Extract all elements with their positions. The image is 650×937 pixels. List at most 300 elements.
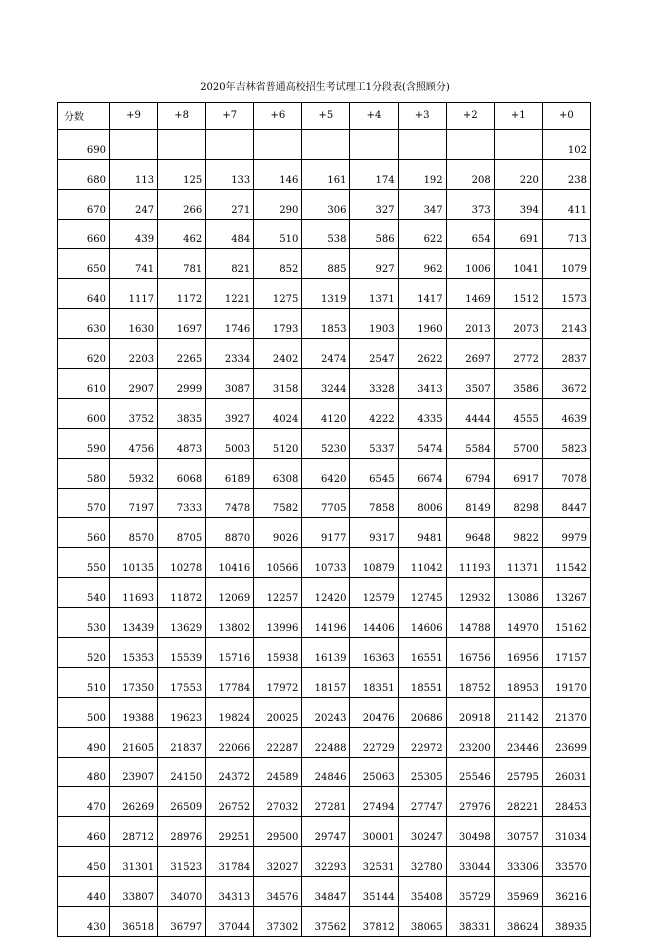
cumulative-count-cell: 6794	[446, 458, 494, 488]
cumulative-count-cell: 38065	[398, 907, 446, 937]
cumulative-count-cell: 12420	[302, 578, 350, 608]
cumulative-count-cell: 5584	[446, 428, 494, 458]
cumulative-count-cell: 23907	[110, 757, 158, 787]
cumulative-count-cell: 2073	[494, 309, 542, 339]
cumulative-count-cell: 29747	[302, 817, 350, 847]
cumulative-count-cell: 31034	[542, 817, 590, 847]
cumulative-count-cell: 7078	[542, 458, 590, 488]
column-header-offset: +8	[158, 103, 206, 130]
cumulative-count-cell: 5700	[494, 428, 542, 458]
table-row	[58, 279, 591, 309]
score-cell: 650	[58, 249, 110, 279]
cumulative-count-cell: 654	[446, 219, 494, 249]
cumulative-count-cell	[398, 129, 446, 159]
cumulative-count-cell: 38935	[542, 907, 590, 937]
cumulative-count-cell: 6917	[494, 458, 542, 488]
cumulative-count-cell: 17350	[110, 667, 158, 697]
cumulative-count-cell: 4335	[398, 398, 446, 428]
cumulative-count-cell: 3672	[542, 369, 590, 399]
table-row	[58, 369, 591, 399]
cumulative-count-cell: 5823	[542, 428, 590, 458]
cumulative-count-cell: 32780	[398, 847, 446, 877]
cumulative-count-cell: 2547	[350, 339, 398, 369]
cumulative-count-cell: 29251	[206, 817, 254, 847]
cumulative-count-cell: 7582	[254, 488, 302, 518]
table-row	[58, 518, 591, 548]
cumulative-count-cell	[110, 129, 158, 159]
cumulative-count-cell: 4444	[446, 398, 494, 428]
cumulative-count-cell: 30247	[398, 817, 446, 847]
cumulative-count-cell: 36216	[542, 877, 590, 907]
cumulative-count-cell: 16363	[350, 638, 398, 668]
cumulative-count-cell: 10733	[302, 548, 350, 578]
cumulative-count-cell: 7705	[302, 488, 350, 518]
cumulative-count-cell: 927	[350, 249, 398, 279]
cumulative-count-cell: 1371	[350, 279, 398, 309]
cumulative-count-cell: 32293	[302, 847, 350, 877]
cumulative-count-cell: 37302	[254, 907, 302, 937]
cumulative-count-cell: 37562	[302, 907, 350, 937]
cumulative-count-cell: 102	[542, 129, 590, 159]
cumulative-count-cell: 18551	[398, 667, 446, 697]
cumulative-count-cell: 3087	[206, 369, 254, 399]
cumulative-count-cell: 31301	[110, 847, 158, 877]
cumulative-count-cell: 113	[110, 159, 158, 189]
cumulative-count-cell: 18953	[494, 667, 542, 697]
cumulative-count-cell: 35729	[446, 877, 494, 907]
cumulative-count-cell: 2203	[110, 339, 158, 369]
cumulative-count-cell: 17784	[206, 667, 254, 697]
table-row	[58, 697, 591, 727]
cumulative-count-cell: 1746	[206, 309, 254, 339]
column-header-offset: +9	[110, 103, 158, 130]
cumulative-count-cell: 35408	[398, 877, 446, 907]
cumulative-count-cell: 1417	[398, 279, 446, 309]
score-cell: 530	[58, 608, 110, 638]
cumulative-count-cell: 962	[398, 249, 446, 279]
cumulative-count-cell: 20686	[398, 697, 446, 727]
cumulative-count-cell: 21605	[110, 727, 158, 757]
cumulative-count-cell: 9481	[398, 518, 446, 548]
cumulative-count-cell: 6189	[206, 458, 254, 488]
cumulative-count-cell: 11193	[446, 548, 494, 578]
cumulative-count-cell: 30498	[446, 817, 494, 847]
cumulative-count-cell: 6420	[302, 458, 350, 488]
cumulative-count-cell: 24846	[302, 757, 350, 787]
cumulative-count-cell: 9317	[350, 518, 398, 548]
score-cell: 690	[58, 129, 110, 159]
column-header-offset: +3	[398, 103, 446, 130]
cumulative-count-cell	[302, 129, 350, 159]
cumulative-count-cell: 27976	[446, 787, 494, 817]
cumulative-count-cell	[254, 129, 302, 159]
table-row	[58, 578, 591, 608]
cumulative-count-cell: 34576	[254, 877, 302, 907]
cumulative-count-cell: 36797	[158, 907, 206, 937]
cumulative-count-cell: 2999	[158, 369, 206, 399]
cumulative-count-cell: 146	[254, 159, 302, 189]
cumulative-count-cell	[158, 129, 206, 159]
cumulative-count-cell: 33570	[542, 847, 590, 877]
cumulative-count-cell: 21837	[158, 727, 206, 757]
cumulative-count-cell: 28453	[542, 787, 590, 817]
cumulative-count-cell: 13439	[110, 608, 158, 638]
table-body	[58, 129, 591, 936]
cumulative-count-cell: 271	[206, 189, 254, 219]
cumulative-count-cell: 12257	[254, 578, 302, 608]
cumulative-count-cell: 11371	[494, 548, 542, 578]
cumulative-count-cell: 25795	[494, 757, 542, 787]
cumulative-count-cell: 5120	[254, 428, 302, 458]
cumulative-count-cell: 691	[494, 219, 542, 249]
cumulative-count-cell: 13086	[494, 578, 542, 608]
table-row	[58, 428, 591, 458]
cumulative-count-cell: 16756	[446, 638, 494, 668]
cumulative-count-cell: 1630	[110, 309, 158, 339]
cumulative-count-cell: 2334	[206, 339, 254, 369]
table-row	[58, 877, 591, 907]
table-row	[58, 727, 591, 757]
cumulative-count-cell: 12932	[446, 578, 494, 608]
cumulative-count-cell: 394	[494, 189, 542, 219]
cumulative-count-cell: 5337	[350, 428, 398, 458]
cumulative-count-cell: 3586	[494, 369, 542, 399]
cumulative-count-cell: 17553	[158, 667, 206, 697]
cumulative-count-cell: 510	[254, 219, 302, 249]
cumulative-count-cell: 10278	[158, 548, 206, 578]
cumulative-count-cell: 16139	[302, 638, 350, 668]
cumulative-count-cell: 8870	[206, 518, 254, 548]
cumulative-count-cell: 713	[542, 219, 590, 249]
cumulative-count-cell: 484	[206, 219, 254, 249]
cumulative-count-cell: 25546	[446, 757, 494, 787]
score-cell: 490	[58, 727, 110, 757]
cumulative-count-cell: 8298	[494, 488, 542, 518]
score-cell: 470	[58, 787, 110, 817]
cumulative-count-cell: 15162	[542, 608, 590, 638]
score-cell: 440	[58, 877, 110, 907]
table-row	[58, 309, 591, 339]
cumulative-count-cell: 26509	[158, 787, 206, 817]
cumulative-count-cell: 821	[206, 249, 254, 279]
cumulative-count-cell: 11872	[158, 578, 206, 608]
cumulative-count-cell: 30001	[350, 817, 398, 847]
cumulative-count-cell: 10566	[254, 548, 302, 578]
table-row	[58, 638, 591, 668]
cumulative-count-cell: 38624	[494, 907, 542, 937]
score-cell: 460	[58, 817, 110, 847]
cumulative-count-cell: 6068	[158, 458, 206, 488]
cumulative-count-cell: 37044	[206, 907, 254, 937]
score-cell: 600	[58, 398, 110, 428]
cumulative-count-cell: 12745	[398, 578, 446, 608]
cumulative-count-cell: 4555	[494, 398, 542, 428]
cumulative-count-cell: 24150	[158, 757, 206, 787]
cumulative-count-cell: 27494	[350, 787, 398, 817]
cumulative-count-cell: 2697	[446, 339, 494, 369]
cumulative-count-cell: 5474	[398, 428, 446, 458]
cumulative-count-cell: 3835	[158, 398, 206, 428]
score-cell: 450	[58, 847, 110, 877]
cumulative-count-cell: 6545	[350, 458, 398, 488]
cumulative-count-cell: 34847	[302, 877, 350, 907]
cumulative-count-cell: 4873	[158, 428, 206, 458]
cumulative-count-cell: 5003	[206, 428, 254, 458]
cumulative-count-cell: 1573	[542, 279, 590, 309]
cumulative-count-cell: 4024	[254, 398, 302, 428]
cumulative-count-cell: 4639	[542, 398, 590, 428]
table-row	[58, 667, 591, 697]
cumulative-count-cell: 2013	[446, 309, 494, 339]
cumulative-count-cell: 12579	[350, 578, 398, 608]
cumulative-count-cell: 27032	[254, 787, 302, 817]
cumulative-count-cell: 11042	[398, 548, 446, 578]
cumulative-count-cell: 32027	[254, 847, 302, 877]
cumulative-count-cell: 23200	[446, 727, 494, 757]
cumulative-count-cell: 133	[206, 159, 254, 189]
cumulative-count-cell: 8570	[110, 518, 158, 548]
cumulative-count-cell: 2772	[494, 339, 542, 369]
cumulative-count-cell: 8006	[398, 488, 446, 518]
cumulative-count-cell: 14788	[446, 608, 494, 638]
score-cell: 670	[58, 189, 110, 219]
cumulative-count-cell: 14196	[302, 608, 350, 638]
cumulative-count-cell: 20476	[350, 697, 398, 727]
cumulative-count-cell	[206, 129, 254, 159]
table-header-row	[58, 103, 591, 130]
column-header-offset: +7	[206, 103, 254, 130]
cumulative-count-cell: 35144	[350, 877, 398, 907]
score-cell: 570	[58, 488, 110, 518]
column-header-offset: +6	[254, 103, 302, 130]
cumulative-count-cell: 538	[302, 219, 350, 249]
table-row	[58, 757, 591, 787]
cumulative-count-cell: 852	[254, 249, 302, 279]
table-row	[58, 249, 591, 279]
cumulative-count-cell: 14406	[350, 608, 398, 638]
page-title: 2020年吉林省普通高校招生考试理工1分段表(含照顾分)	[200, 82, 450, 93]
cumulative-count-cell: 20918	[446, 697, 494, 727]
cumulative-count-cell: 7197	[110, 488, 158, 518]
score-cell: 520	[58, 638, 110, 668]
cumulative-count-cell: 161	[302, 159, 350, 189]
cumulative-count-cell: 1697	[158, 309, 206, 339]
cumulative-count-cell: 31784	[206, 847, 254, 877]
cumulative-count-cell: 3507	[446, 369, 494, 399]
cumulative-count-cell: 22287	[254, 727, 302, 757]
cumulative-count-cell: 327	[350, 189, 398, 219]
cumulative-count-cell: 23446	[494, 727, 542, 757]
cumulative-count-cell: 266	[158, 189, 206, 219]
cumulative-count-cell: 21142	[494, 697, 542, 727]
cumulative-count-cell: 22488	[302, 727, 350, 757]
cumulative-count-cell: 11693	[110, 578, 158, 608]
cumulative-count-cell: 1319	[302, 279, 350, 309]
table-row	[58, 847, 591, 877]
cumulative-count-cell: 9648	[446, 518, 494, 548]
cumulative-count-cell: 18752	[446, 667, 494, 697]
cumulative-count-cell: 9822	[494, 518, 542, 548]
cumulative-count-cell: 11542	[542, 548, 590, 578]
cumulative-count-cell: 15716	[206, 638, 254, 668]
cumulative-count-cell: 8447	[542, 488, 590, 518]
table-row	[58, 129, 591, 159]
cumulative-count-cell: 741	[110, 249, 158, 279]
cumulative-count-cell: 1079	[542, 249, 590, 279]
cumulative-count-cell: 1172	[158, 279, 206, 309]
score-cell: 660	[58, 219, 110, 249]
cumulative-count-cell: 26031	[542, 757, 590, 787]
cumulative-count-cell: 238	[542, 159, 590, 189]
score-cell: 480	[58, 757, 110, 787]
cumulative-count-cell: 462	[158, 219, 206, 249]
cumulative-count-cell: 12069	[206, 578, 254, 608]
cumulative-count-cell: 34070	[158, 877, 206, 907]
cumulative-count-cell: 23699	[542, 727, 590, 757]
cumulative-count-cell: 290	[254, 189, 302, 219]
score-cell: 500	[58, 697, 110, 727]
column-header-offset: +4	[350, 103, 398, 130]
cumulative-count-cell: 27281	[302, 787, 350, 817]
table-row	[58, 159, 591, 189]
cumulative-count-cell: 25305	[398, 757, 446, 787]
cumulative-count-cell: 16551	[398, 638, 446, 668]
cumulative-count-cell: 19623	[158, 697, 206, 727]
cumulative-count-cell: 20243	[302, 697, 350, 727]
cumulative-count-cell: 17972	[254, 667, 302, 697]
table-row	[58, 458, 591, 488]
cumulative-count-cell: 439	[110, 219, 158, 249]
cumulative-count-cell: 13802	[206, 608, 254, 638]
cumulative-count-cell: 2907	[110, 369, 158, 399]
cumulative-count-cell: 781	[158, 249, 206, 279]
cumulative-count-cell: 27747	[398, 787, 446, 817]
cumulative-count-cell: 37812	[350, 907, 398, 937]
cumulative-count-cell: 347	[398, 189, 446, 219]
table-row	[58, 787, 591, 817]
cumulative-count-cell: 3413	[398, 369, 446, 399]
cumulative-count-cell: 5932	[110, 458, 158, 488]
cumulative-count-cell: 411	[542, 189, 590, 219]
table-row	[58, 548, 591, 578]
cumulative-count-cell: 8705	[158, 518, 206, 548]
score-cell: 430	[58, 907, 110, 937]
cumulative-count-cell: 19170	[542, 667, 590, 697]
cumulative-count-cell	[494, 129, 542, 159]
cumulative-count-cell: 29500	[254, 817, 302, 847]
cumulative-count-cell: 3244	[302, 369, 350, 399]
cumulative-count-cell: 33044	[446, 847, 494, 877]
cumulative-count-cell: 21370	[542, 697, 590, 727]
cumulative-count-cell: 6308	[254, 458, 302, 488]
cumulative-count-cell: 16956	[494, 638, 542, 668]
cumulative-count-cell: 247	[110, 189, 158, 219]
cumulative-count-cell: 9979	[542, 518, 590, 548]
cumulative-count-cell: 10416	[206, 548, 254, 578]
cumulative-count-cell	[350, 129, 398, 159]
cumulative-count-cell: 7333	[158, 488, 206, 518]
cumulative-count-cell: 885	[302, 249, 350, 279]
table-row	[58, 189, 591, 219]
cumulative-count-cell: 14970	[494, 608, 542, 638]
table-row	[58, 488, 591, 518]
cumulative-count-cell: 2143	[542, 309, 590, 339]
cumulative-count-cell: 4756	[110, 428, 158, 458]
cumulative-count-cell: 125	[158, 159, 206, 189]
cumulative-count-cell: 3328	[350, 369, 398, 399]
cumulative-count-cell: 2402	[254, 339, 302, 369]
table-row	[58, 608, 591, 638]
table-row	[58, 398, 591, 428]
cumulative-count-cell: 15539	[158, 638, 206, 668]
cumulative-count-cell: 1793	[254, 309, 302, 339]
cumulative-count-cell: 30757	[494, 817, 542, 847]
table-row	[58, 219, 591, 249]
cumulative-count-cell: 15353	[110, 638, 158, 668]
cumulative-count-cell: 1903	[350, 309, 398, 339]
cumulative-count-cell: 1960	[398, 309, 446, 339]
cumulative-count-cell: 586	[350, 219, 398, 249]
cumulative-count-cell: 622	[398, 219, 446, 249]
cumulative-count-cell: 4222	[350, 398, 398, 428]
cumulative-count-cell: 5230	[302, 428, 350, 458]
cumulative-count-cell: 2837	[542, 339, 590, 369]
cumulative-count-cell: 1006	[446, 249, 494, 279]
score-cell: 620	[58, 339, 110, 369]
cumulative-count-cell: 24589	[254, 757, 302, 787]
cumulative-count-cell: 19388	[110, 697, 158, 727]
cumulative-count-cell: 1221	[206, 279, 254, 309]
cumulative-count-cell: 1853	[302, 309, 350, 339]
column-header-offset: +0	[542, 103, 590, 130]
cumulative-count-cell: 3927	[206, 398, 254, 428]
cumulative-count-cell: 20025	[254, 697, 302, 727]
cumulative-count-cell: 36518	[110, 907, 158, 937]
cumulative-count-cell: 22066	[206, 727, 254, 757]
cumulative-count-cell: 26269	[110, 787, 158, 817]
cumulative-count-cell: 2474	[302, 339, 350, 369]
cumulative-count-cell: 28976	[158, 817, 206, 847]
cumulative-count-cell: 1275	[254, 279, 302, 309]
score-cell: 550	[58, 548, 110, 578]
cumulative-count-cell: 10879	[350, 548, 398, 578]
cumulative-count-cell: 22972	[398, 727, 446, 757]
cumulative-count-cell: 10135	[110, 548, 158, 578]
score-cell: 640	[58, 279, 110, 309]
score-cell: 510	[58, 667, 110, 697]
cumulative-count-cell: 34313	[206, 877, 254, 907]
cumulative-count-cell: 306	[302, 189, 350, 219]
cumulative-count-cell: 1469	[446, 279, 494, 309]
column-header-offset: +5	[302, 103, 350, 130]
score-cell: 590	[58, 428, 110, 458]
score-cell: 680	[58, 159, 110, 189]
cumulative-count-cell: 1117	[110, 279, 158, 309]
cumulative-count-cell: 15938	[254, 638, 302, 668]
score-cell: 630	[58, 309, 110, 339]
score-cell: 610	[58, 369, 110, 399]
cumulative-count-cell: 1512	[494, 279, 542, 309]
cumulative-count-cell: 17157	[542, 638, 590, 668]
cumulative-count-cell: 31523	[158, 847, 206, 877]
cumulative-count-cell: 28221	[494, 787, 542, 817]
cumulative-count-cell: 14606	[398, 608, 446, 638]
cumulative-count-cell: 28712	[110, 817, 158, 847]
cumulative-count-cell: 7858	[350, 488, 398, 518]
cumulative-count-cell: 192	[398, 159, 446, 189]
column-header-offset: +1	[494, 103, 542, 130]
cumulative-count-cell: 38331	[446, 907, 494, 937]
